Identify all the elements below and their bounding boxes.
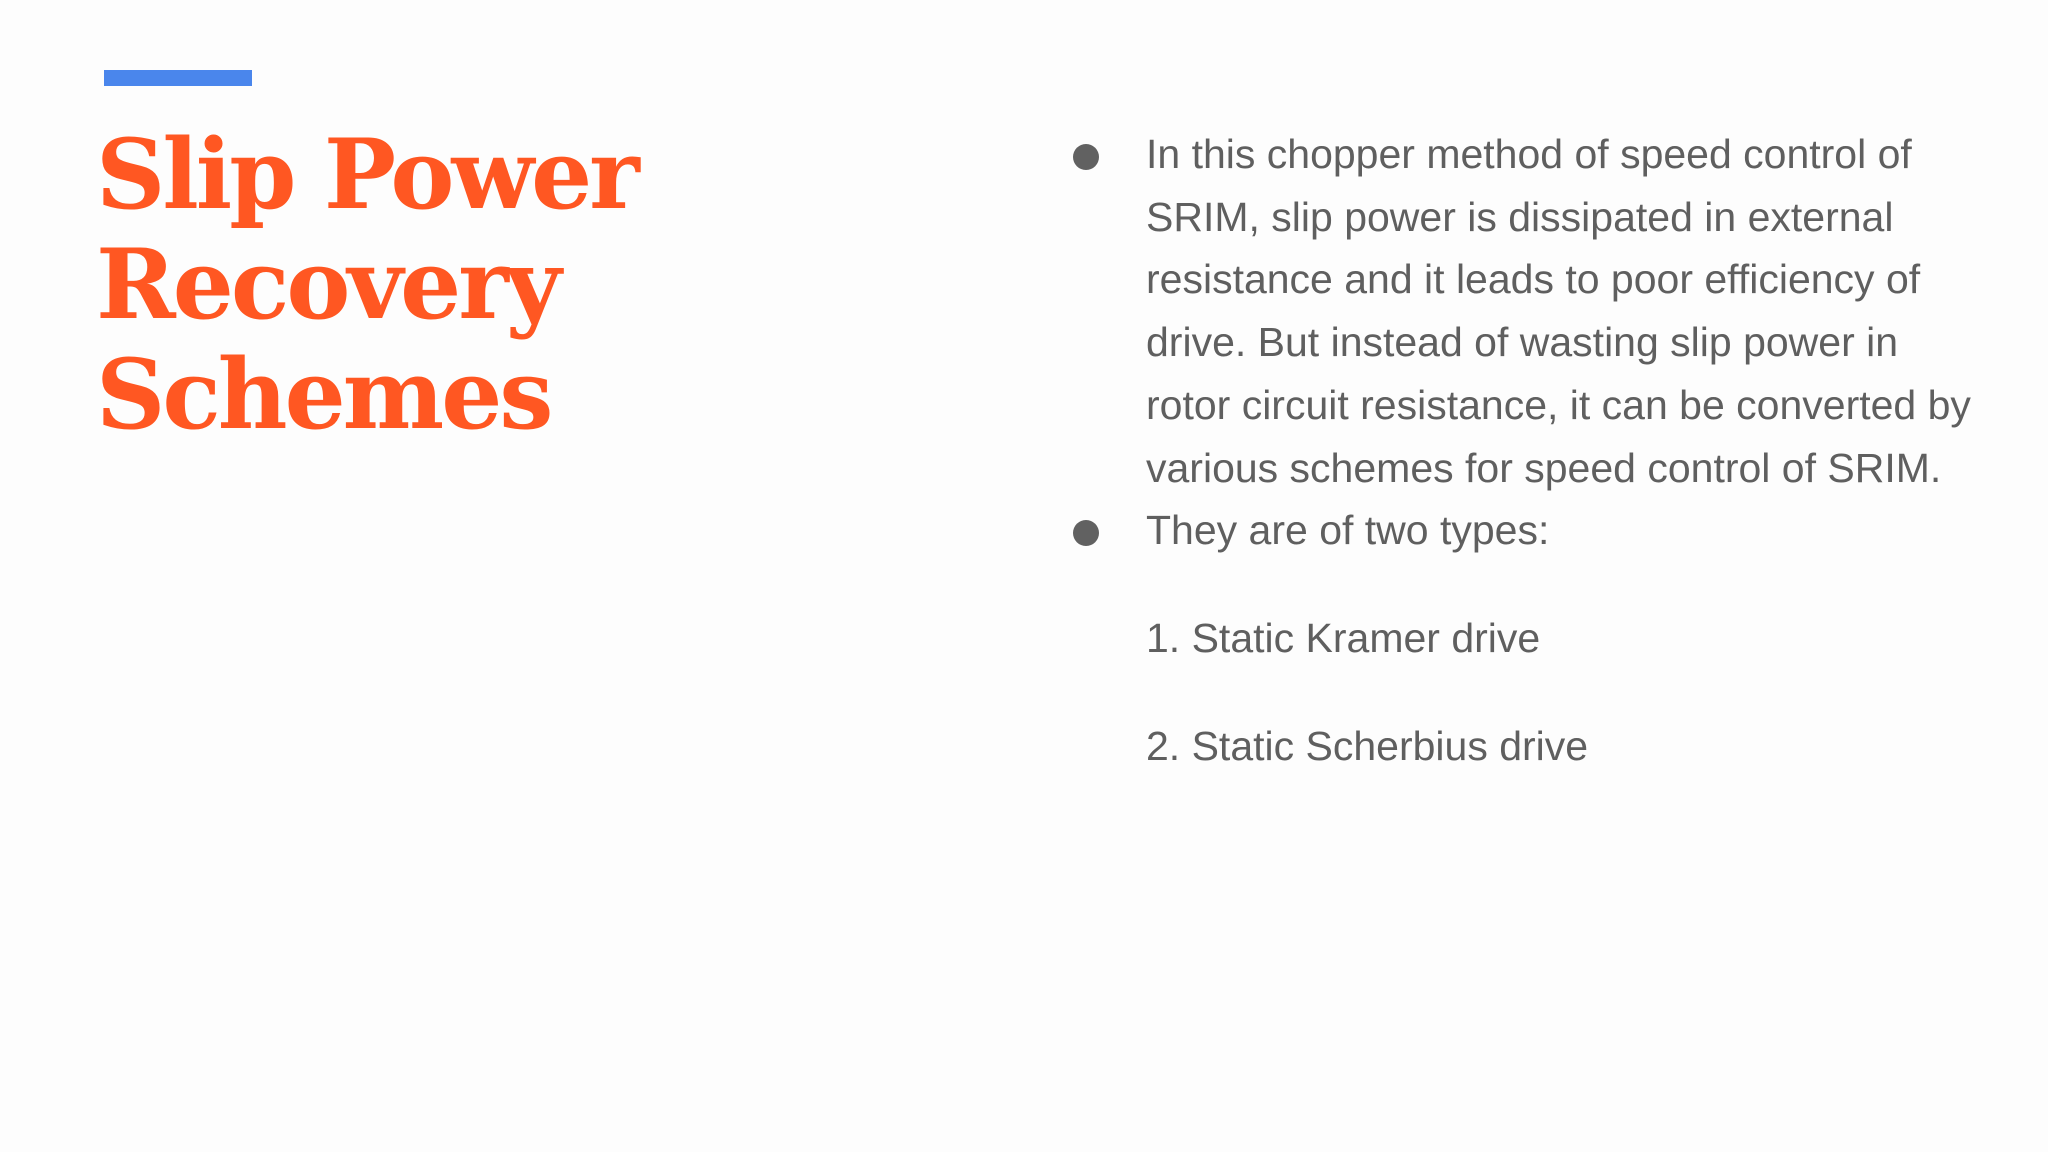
bullet-item — [1070, 123, 1990, 499]
bullet-icon — [1073, 520, 1099, 546]
title-line-3: Schemes — [96, 338, 551, 451]
slide-body — [1070, 123, 1990, 822]
title-line-2: Recovery — [96, 228, 559, 341]
bullet-text: In this chopper method of speed control of SRIM, slip power is dissipated in external resistance and it leads to poor efficiency of drive. But instead of wasting slip power in rotor circuit resistance, it can be converted by various schemes for speed control of SRIM. — [1146, 131, 1971, 491]
accent-bar — [104, 70, 252, 86]
bullet-text: They are of two types: — [1146, 507, 1550, 554]
numbered-list — [1070, 607, 1990, 777]
slide-title — [96, 120, 716, 450]
numbered-item-scherbius: 2. Static Scherbius drive — [1146, 722, 1589, 769]
bullet-item — [1070, 499, 1990, 562]
title-line-1: Slip Power — [96, 118, 637, 231]
numbered-item-kramer: 1. Static Kramer drive — [1146, 614, 1541, 661]
bullet-list — [1070, 123, 1990, 562]
bullet-icon — [1073, 144, 1099, 170]
